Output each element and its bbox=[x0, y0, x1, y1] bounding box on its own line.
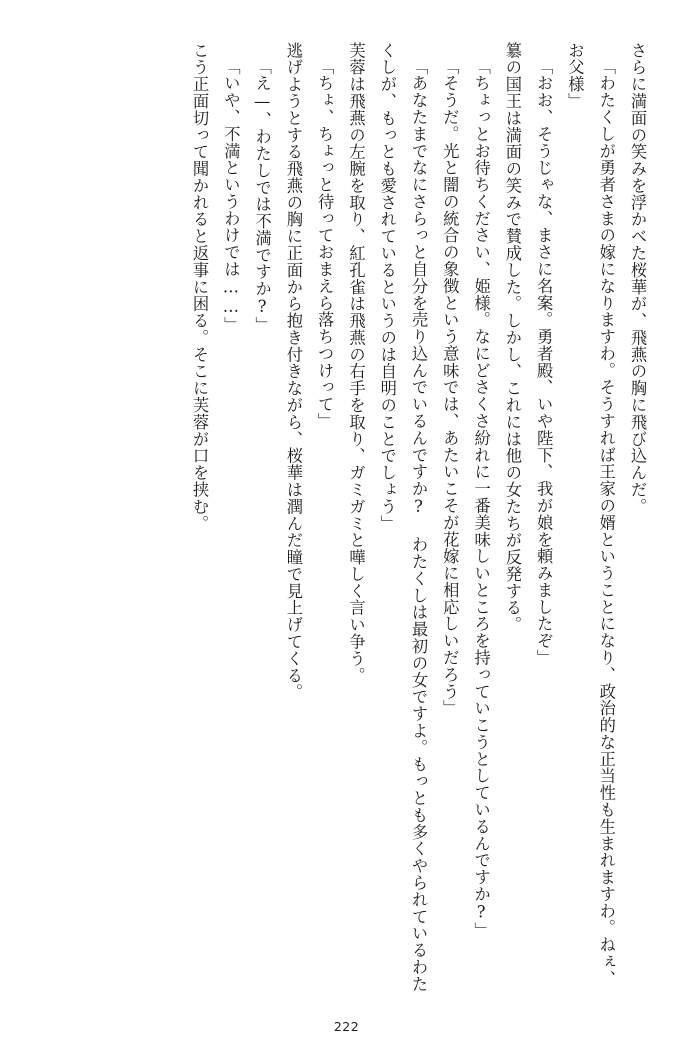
paragraph: 「おお、そうじゃな、まさに名案。勇者殿、いや陛下、我が娘を頼みましたぞ」 bbox=[534, 58, 554, 667]
paragraph: 「いや、不満というわけでは……」 bbox=[221, 58, 241, 334]
page-number: 222 bbox=[333, 1019, 360, 1034]
paragraph: 簒の国王は満面の笑みで賛成した。しかし、これには他の女たちが反発する。 bbox=[502, 42, 522, 634]
paragraph: 逃げようとする飛燕の胸に正面から抱き付きながら、桜華は潤んだ瞳で見上げてくる。 bbox=[283, 42, 303, 701]
paragraph: こう正面切って聞かれると返事に困る。そこに芙蓉が口を挟む。 bbox=[190, 42, 210, 532]
paragraph: 「そうだ。光と闇の統合の象徴という意味では、あたいこそが花嫁に相応しいだろう」 bbox=[440, 58, 460, 718]
paragraph: 「え—、わたしでは不満ですか?」 bbox=[252, 58, 272, 334]
paragraph: 芙蓉は飛燕の左腕を取り、紅孔雀は飛燕の右手を取り、ガミガミと嘩しく言い争う。 bbox=[346, 42, 366, 684]
paragraph: 「あなたまでなにさらっと自分を売り込んでいるんですか? わたくしは最初の女ですよ。もっとも多くやられているわたくしが、もっとも愛されているというのは自明のことでしょう」 bbox=[377, 42, 429, 993]
paragraph: 「わたくしが勇者さまの嫁になりますわ。そうすれば王家の婿ということになり、政治的な正当性も生まれますわ。ねぇ、お父様」 bbox=[565, 42, 616, 988]
paragraph: さらに満面の笑みを浮かべた桜華が、飛燕の胸に飛び込んだ。 bbox=[628, 42, 647, 515]
paragraph: 「ちょっとお待ちください、姫様。なにどさくさ紛れに一番美味しいところを持っていこうとしているんですか?」 bbox=[471, 58, 491, 940]
vertical-text-body bbox=[40, 42, 653, 994]
paragraph: 「ちょ、ちょっと待っておまえら落ちつけって」 bbox=[315, 58, 335, 430]
